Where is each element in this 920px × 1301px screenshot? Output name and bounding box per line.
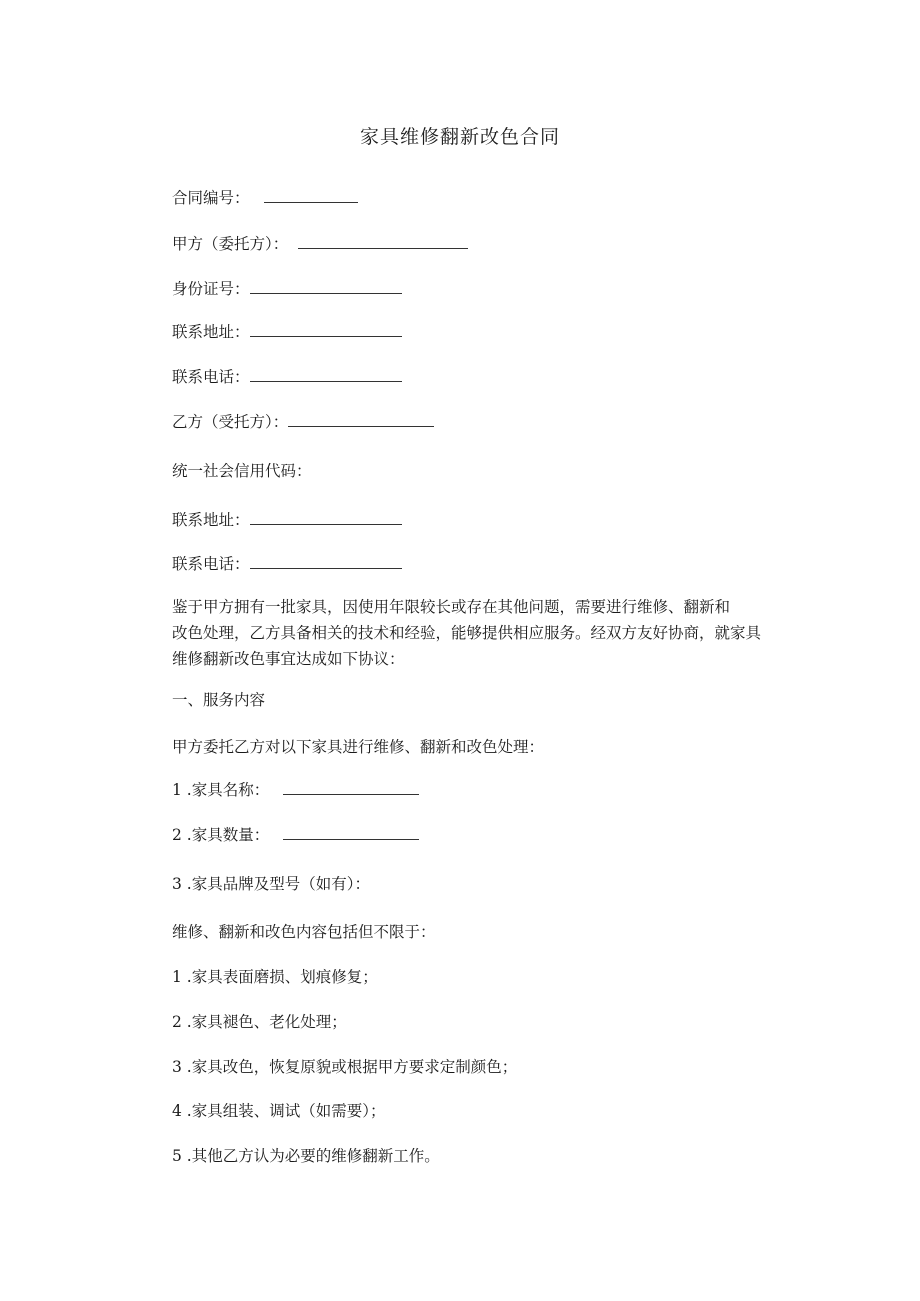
party-a-id-line <box>172 279 402 299</box>
furniture-quantity-line <box>172 825 419 845</box>
party-b-address-line <box>172 510 402 530</box>
party-b-label: 乙方（受托方）： <box>172 413 289 431</box>
preamble-line-2: 改色处理，乙方具备相关的技术和经验，能够提供相应服务。经双方友好协商，就家具 <box>172 624 762 642</box>
party-a-address-blank[interactable] <box>250 322 402 337</box>
furniture-name-line <box>172 780 419 800</box>
party-a-address-label: 联系地址： <box>172 323 250 341</box>
scope-item-2: 2 .家具褪色、老化处理； <box>172 1013 347 1031</box>
furniture-quantity-label: 2 .家具数量： <box>172 826 270 844</box>
furniture-brand-label: 3 .家具品牌及型号（如有）： <box>172 875 370 893</box>
party-a-address-line <box>172 322 402 342</box>
party-a-phone-line <box>172 367 402 387</box>
party-b-phone-line <box>172 554 402 574</box>
party-b-address-label: 联系地址： <box>172 511 250 529</box>
scope-item-4: 4 .家具组装、调试（如需要）； <box>172 1102 386 1120</box>
furniture-quantity-blank[interactable] <box>283 825 419 840</box>
furniture-name-blank[interactable] <box>283 780 419 795</box>
furniture-name-label: 1 .家具名称： <box>172 781 270 799</box>
contract-number-line <box>172 188 358 208</box>
party-b-blank[interactable] <box>288 412 434 427</box>
party-a-id-label: 身份证号： <box>172 280 250 298</box>
party-a-phone-blank[interactable] <box>250 367 402 382</box>
party-a-blank[interactable] <box>298 234 468 249</box>
document-title: 家具维修翻新改色合同 <box>359 126 560 148</box>
preamble-line-3: 维修翻新改色事宜达成如下协议： <box>172 650 405 668</box>
contract-number-blank[interactable] <box>264 188 358 203</box>
party-b-line <box>172 412 434 432</box>
contract-number-label: 合同编号： <box>172 189 250 207</box>
party-b-phone-label: 联系电话： <box>172 555 250 573</box>
party-b-address-blank[interactable] <box>250 510 402 525</box>
scope-intro: 维修、翻新和改色内容包括但不限于： <box>172 923 436 941</box>
scope-item-1: 1 .家具表面磨损、划痕修复； <box>172 968 378 986</box>
section-1-heading: 一、服务内容 <box>172 691 266 709</box>
party-a-id-blank[interactable] <box>250 279 402 294</box>
party-a-line <box>172 234 468 254</box>
party-b-credit-line <box>172 461 312 481</box>
party-a-label: 甲方（委托方）： <box>172 235 289 253</box>
furniture-brand-line <box>172 874 370 894</box>
scope-item-5: 5 .其他乙方认为必要的维修翻新工作。 <box>172 1147 440 1165</box>
preamble-line-1: 鉴于甲方拥有一批家具，因使用年限较长或存在其他问题，需要进行维修、翻新和 <box>172 598 731 616</box>
party-a-phone-label: 联系电话： <box>172 368 250 386</box>
party-b-credit-label: 统一社会信用代码： <box>172 462 312 480</box>
section-1-intro: 甲方委托乙方对以下家具进行维修、翻新和改色处理： <box>172 738 545 756</box>
party-b-phone-blank[interactable] <box>250 554 402 569</box>
scope-item-3: 3 .家具改色，恢复原貌或根据甲方要求定制颜色； <box>172 1058 518 1076</box>
